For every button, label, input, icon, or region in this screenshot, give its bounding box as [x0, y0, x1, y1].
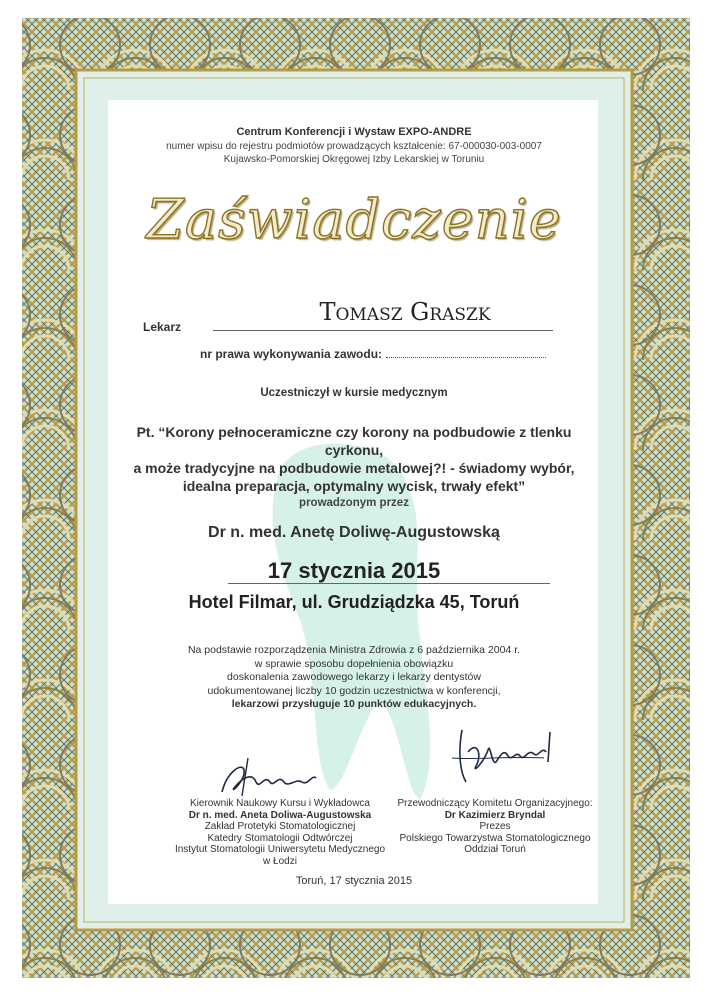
right-affiliation-line: Oddział Toruń [464, 844, 526, 855]
medical-chamber: Kujawsko-Pomorskiej Okręgowej Izby Lekarskiej w Toruniu [223, 154, 485, 165]
left-affiliation-line: Zakład Protetyki Stomatologicznej [204, 821, 356, 832]
legal-basis [110, 644, 598, 712]
left-signatory-name: Dr n. med. Aneta Doliwa-Augustowska [188, 809, 372, 821]
right-signatory-block [380, 798, 610, 856]
course-title-line: Pt. “Korony pełnoceramiczne czy korony na podbudowie z tlenku cyrkonu, [136, 424, 572, 458]
led-by-label: prowadzonym przez [299, 497, 409, 509]
recipient-label: Lekarz [143, 320, 182, 334]
left-affiliation-line: Instytut Stomatologii Uniwersytetu Medycznego [174, 844, 386, 855]
event-venue: Hotel Filmar, ul. Grudziądzka 45, Toruń [188, 592, 520, 612]
date-underline [228, 583, 550, 584]
right-affiliation-line: Polskiego Towarzystwa Stomatologicznego [399, 832, 591, 844]
course-title-line: a może tradycyjne na podbudowie metalowej?! - świadomy wybór, [133, 460, 575, 476]
left-signatory-block [150, 798, 410, 867]
event-date: 17 stycznia 2015 [267, 558, 441, 583]
place-and-date: Toruń, 17 stycznia 2015 [295, 875, 413, 887]
right-affiliation-line: Prezes [479, 821, 511, 832]
left-signatory-role: Kierownik Naukowy Kursu i Wykładowca [190, 798, 370, 809]
organizer-name: Centrum Konferencji i Wystaw EXPO-ANDRE [236, 126, 472, 138]
legal-line: w sprawie sposobu dopełnienia obowiązku [254, 657, 454, 670]
course-title [110, 423, 598, 495]
legal-line-points: lekarzowi przysługuje 10 punktów edukacyjnych. [231, 698, 477, 710]
registry-number: numer wpisu do rejestru podmiotów prowadzących kształcenie: 67-000030-003-0007 [166, 141, 542, 152]
legal-line: Na podstawie rozporządzenia Ministra Zdrowia z 6 października 2004 r. [187, 644, 521, 656]
recipient-underline [213, 330, 553, 331]
license-dotted-line [386, 357, 546, 358]
license-label: nr prawa wykonywania zawodu: [200, 347, 383, 361]
right-signatory-role: Przewodniczący Komitetu Organizacyjnego: [397, 798, 593, 809]
left-affiliation-line: w Łodzi [263, 855, 297, 867]
left-affiliation-line: Katedry Stomatologii Odtwórczej [207, 832, 353, 844]
lecturer-name: Dr n. med. Anetę Doliwę-Augustowską [208, 524, 500, 541]
right-handwritten-signature [448, 722, 568, 788]
legal-line: udokumentowanej liczby 10 godzin uczestnictwa w konferencji, [207, 684, 501, 697]
certificate-title: Zaświadczenie [146, 188, 562, 251]
participation-text: Uczestniczył w kursie medycznym [260, 387, 448, 399]
recipient-name: Tomasz Graszk [319, 298, 491, 326]
course-title-line: idealna preparacja, optymalny wycisk, trwały efekt” [182, 478, 526, 494]
legal-line: doskonalenia zawodowego lekarzy i lekarzy dentystów [227, 671, 481, 683]
left-handwritten-signature [212, 752, 322, 802]
right-signatory-name: Dr Kazimierz Bryndal [444, 809, 546, 821]
